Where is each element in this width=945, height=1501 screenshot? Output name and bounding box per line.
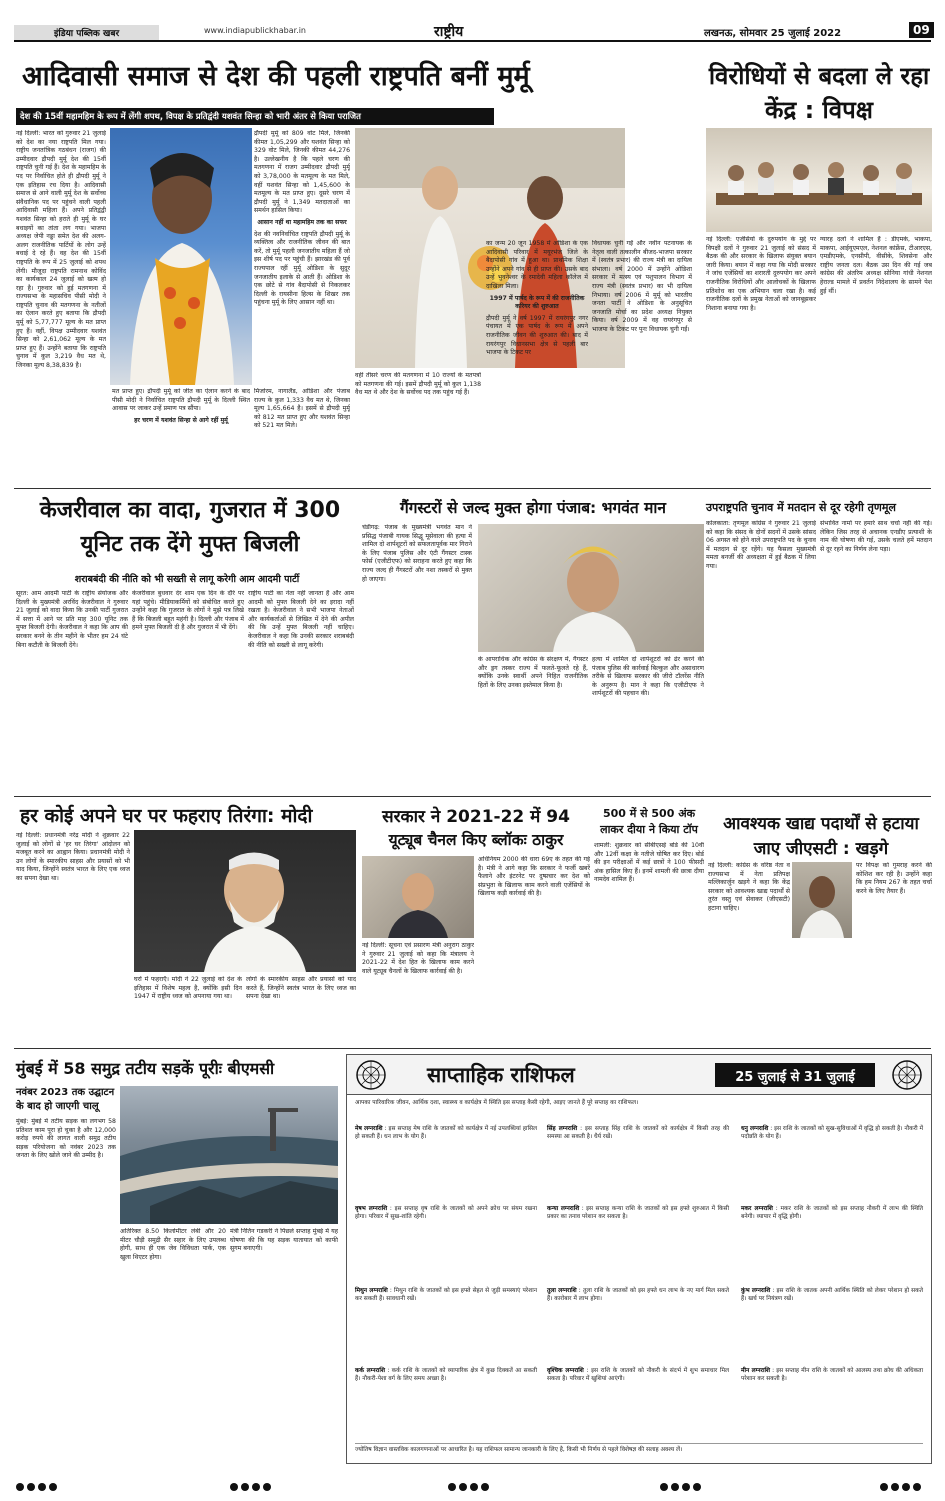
- rashi-sign-name: सिंह लग्नराशि: [547, 1126, 578, 1132]
- story1-caption-right: वहीं तीसरे चरण की मतगणना में 10 राज्यों के मतपत्रों को मतगणना की गई। इसमें द्रौपदी मुर्मू को कुल 1,138 वैध मत थे और देश के सर्वोच्च पद तक पहुंच गई हैं।: [355, 372, 481, 397]
- story2-col1: नई दिल्ली: एजेंसियों के दुरुपयोग के मुद्दे पर विपक्षी दलों ने गुरुवार 21 जुलाई को संसद में बैठक की और सरकार के खिलाफ संयुक्त बयान जारी किया। बयान में कहा गया कि मोदी सरकार ने जांच एजेंसियों का शरारती दुरुपयोग कर अपने राजनीतिक विरोधियों और आलोचकों के खिलाफ प्रतिशोध का एक अभियान चला रखा है। कई राजनीतिक दलों के प्रमुख नेताओं को जानबूझकर निशाना बनाया गया है।: [706, 236, 816, 312]
- zodiac-wheel-icon: [891, 1059, 923, 1091]
- coastal-road-graphic: [120, 1086, 338, 1224]
- story1-col4: विधायक चुनी गईं और नवीन पटनायक के नेतृत्व वाली तत्कालीन बीजद-भाजपा सरकार में (स्वतंत्र प्रभार) की राज्य मंत्री का दायित्व संभाला। वर्ष 2000 में उन्होंने ओडिशा सरकार में मत्स्य एवं पशुपालन विभाग में राज्य मंत्री (स्वतंत्र प्रभार) का भी दायित्व निभाया। वर्ष 2006 में मुर्मू को भारतीय जनता पार्टी ने ओडिशा के अनुसूचित जनजाति मोर्चा का प्रदेश अध्यक्ष नियुक्त किया। वर्ष 2009 में वह रायरंगपुर से भाजपा के टिकट पर पुनः विधायक चुनी गईं।: [592, 240, 692, 333]
- story10-col1: मुंबई: मुंबई में तटीय सड़क का लगभग 58 प्रतिशत काम पूरा हो चुका है और 12,000 करोड़ रुपये की लागत वाली समुद्र तटीय सड़क परियोजना को नवंबर 2023 तक जनता के लिए खोले जाने की उम्मीद है।: [16, 1118, 116, 1160]
- murmu-portrait-graphic: [110, 128, 252, 385]
- story8-headline-line2: लाकर दीया ने किया टॉप: [600, 823, 698, 836]
- rashi-sign-name: कन्या लग्नराशि: [547, 1206, 580, 1212]
- story1-subhead: देश की 15वीं महामहिम के रूप में लेंगी शपथ, विपक्ष के प्रतिद्वंदी यशवंत सिन्हा को भारी अंतर से किया पराजित: [16, 108, 494, 125]
- rashi-sign-9: कर्क लग्नराशि : कर्क राशि के जातकों को व्यापारिक क्षेत्र में कुछ दिक्कतें आ सकती हैं। नौकरी-पेशा वर्ग के लिए समय अच्छा है।: [355, 1368, 537, 1383]
- footer-dots-mid-left: [230, 1476, 274, 1495]
- rashi-sign-text: इस सप्ताह वृष राशि के जातकों को अपने क्रोध पर संयम रखना होगा। परिवार में सुख-शांति रहेगी।: [355, 1206, 538, 1221]
- story6-col3: लोगों के स्मारकीय साहस और प्रयासों को याद करते हैं, जिन्होंने स्वतंत्र भारत के लिए ध्वज का सपना देखा था।: [246, 976, 356, 1001]
- story5-col2: संभावित नामों पर हमारे साथ चर्चा नहीं की गई। लेकिन जिस तरह से अचानक एनडीए प्रत्याशी के नाम की घोषणा की गई, उसके चलते हमें मतदान से दूर रहने का निर्णय लेना पड़ा।: [820, 520, 932, 553]
- story8-headline-line1: 500 में से 500 अंक: [602, 807, 696, 820]
- story5-col1: कोलकाता: तृणमूल कांग्रेस ने गुरुवार 21 जुलाई को कहा कि संसद के दोनों सदनों में उसके सांसद 06 अगस्त को होने वाले उपराष्ट्रपति पद के चुनाव में मतदान से दूर रहेंगे। यह फैसला मुख्यमंत्री ममता बनर्जी की अध्यक्षता में हुई बैठक में लिया गया।: [706, 520, 816, 570]
- rashi-sign-name: कुंभ लग्नराशि: [741, 1288, 771, 1294]
- story1-caption-left-text: मत प्राप्त हुए। द्रौपदी मुर्मू को जीत का ऐलान करने के बाद पीसी मोदी ने निर्वाचित राष्ट्रपति द्रौपदी मुर्मू के दिल्ली स्थित आवास पर जाकर उन्हें प्रमाण पत्र सौंपा।: [112, 388, 250, 413]
- story6-col1: नई दिल्ली: प्रधानमंत्री नरेंद्र मोदी ने शुक्रवार 22 जुलाई को लोगों से 'हर घर तिरंगा' आंदोलन को मजबूत करने का आह्वान किया। प्रधानमंत्री मोदी ने उन लोगों के स्मारकीय साहस और प्रयासों को भी याद किया, जिन्होंने स्वतंत्र भारत के लिए एक ध्वज का सपना देखा था।: [16, 832, 130, 882]
- rashi-sign-1: सिंह लग्नराशि : इस सप्ताह सिंह राशि के जातकों को कार्यक्षेत्र में किसी तरह की समस्या आ सकती है। धैर्य रखें।: [547, 1126, 729, 1141]
- thakur-photo: [362, 856, 474, 938]
- paper-name: इंडिया पब्लिक खबर: [14, 25, 159, 40]
- story1-col3-heading: 1997 में पार्षद के रूप में की राजनीतिक करियर की शुरुआत: [489, 294, 585, 311]
- story3-col1: सूरत: आम आदमी पार्टी के राष्ट्रीय संयोजक और दिल्ली के मुख्यमंत्री अरविंद केजरीवाल ने गुरुवार 21 जुलाई को वादा किया कि उनकी पार्टी गुजरात में सत्ता में आने पर प्रति माह 300 यूनिट तक मुफ्त बिजली देगी। केजरीवाल ने कहा कि आप की सरकार बनने के तीन महीने के भीतर हम 24 घंटे बिना कटौती के बिजली देंगे।: [16, 590, 128, 649]
- zodiac-wheel-icon: [355, 1059, 387, 1091]
- rashi-sign-text: इस सप्ताह कन्या राशि के जातकों को इस हफ्ते शुरुआत में किसी प्रकार का तनाव परेशान कर सकता है।: [547, 1206, 729, 1221]
- footer-dots-mid-right: [660, 1476, 704, 1495]
- rashifal-intro: आपका पारिवारिक जीवन, आर्थिक दशा, स्वास्थ्य व कार्यक्षेत्र में स्थिति इस सप्ताह कैसी रहेगी, आइए जानते हैं पूरे सप्ताह का राशिफल।: [355, 1100, 639, 1106]
- story10-col2: अतिरिक्त 8.50 किलोमीटर लंबी और 20 मीटर चौड़ी समुद्री सैर सहार के लिए उपलब्ध होगी, साथ ही एक जेव विविधता पार्क, एक खुला थिएटर होगा।: [120, 1228, 226, 1261]
- story1-col3-rest: द्रौपदी मुर्मू ने वर्ष 1997 में रायरंगपुर नगर पंचायत में एक पार्षद के रूप में अपने राजनीतिक जीवन की शुरुआत की। बाद में रायरंगपुर विधानसभा क्षेत्र से पहली बार भाजपा के टिकट पर: [486, 314, 588, 357]
- rashi-sign-2: धनु लग्नराशि : इस राशि के जातकों को सुख-सुविधाओं में वृद्धि हो सकती है। नौकरी में पदोन्नति के योग हैं।: [741, 1126, 924, 1141]
- rashi-sign-11: मीन लग्नराशि : इस सप्ताह मीन राशि के जातकों को आलस्य तथा क्रोध की अधिकता परेशान कर सकती है।: [741, 1368, 923, 1383]
- rashi-sign-text: इस सप्ताह सिंह राशि के जातकों को कार्यक्षेत्र में किसी तरह की समस्या आ सकती है। धैर्य रखें।: [547, 1126, 729, 1141]
- rashi-sign-text: इस सप्ताह मेष राशि के जातकों को कार्यक्षेत्र में नई उपलब्धियां हासिल हो सकती हैं। धन लाभ के योग हैं।: [355, 1126, 537, 1141]
- story9-col2: पर विपक्ष को गुमराह करने की कोशिश कर रही है। उन्होंने कहा कि हम नियम 267 के तहत चर्चा करने के लिए तैयार हैं।: [856, 862, 932, 895]
- story7-col2: अधिनियम 2000 की धारा 69ए के तहत की गई है। मंत्री ने आगे कहा कि सरकार ने फर्जी खबरें फैलाने और इंटरनेट पर दुष्प्रचार कर देश को संप्रभुता के खिलाफ काम करने वाली एजेंसियों के खिलाफ कड़ी कार्रवाई की है।: [478, 856, 590, 898]
- story1-col2-top: द्रौपदी मुर्मू को 809 वोट मिले, जिनकी कीमत 1,05,299 और यशवंत सिन्हा को 329 वोट मिले, जिनकी कीमत 44,276 है। उल्लेखनीय है कि पहले चरण की मतगणना में राजग उम्मीदवार द्रौपदी मुर्मू को 3,78,000 के मतमूल्य के मत मिले, वहीं यशवंत सिन्हा को 1,45,600 के मतमूल्य के मत प्राप्त हुए। दूसरे चरण में द्रौपदी मुर्मू ने 1,349 मतदाताओं का समर्थन हासिल किया।: [254, 130, 350, 215]
- rashi-sign-5: मकर लग्नराशि : मकर राशि के जातकों को इस सप्ताह नौकरी में लाभ की स्थिति बनेगी। व्यापार में वृद्धि होगी।: [741, 1206, 923, 1221]
- story5-headline: उपराष्ट्रपति चुनाव में मतदान से दूर रहेगी तृणमूल: [706, 501, 896, 514]
- rashi-sign-3: वृषभ लग्नराशि : इस सप्ताह वृष राशि के जातकों को अपने क्रोध पर संयम रखना होगा। परिवार में सुख-शांति रहेगी।: [355, 1206, 538, 1221]
- rashi-sign-text: तुला राशि के जातकों को इस हफ्ते धन लाभ के नए मार्ग मिल सकते हैं। कारोबार में लाभ होगा।: [547, 1288, 729, 1303]
- story10-headline: मुंबई में 58 समुद्र तटीय सड़कें पूरीः बीएमसी: [16, 1059, 275, 1078]
- story1-col2-rest: देश की नवनिर्वाचित राष्ट्रपति द्रौपदी मुर्मू के व्यक्तित्व और राजनीतिक जीवन की बात करें, तो मुर्मू पहली जनजातीय महिला हैं जो इस शीर्ष पद पर पहुंची हैं। झारखंड की पूर्व राज्यपाल रहीं मुर्मू ओडिशा के सुदूर जनजातीय इलाके से आती हैं। ओडिशा के एक छोटे से गांव बैदापोसी से निकलकर दिल्ली के रायसीना हिल्स के शिखर तक पहुंचना मुर्मू के लिए आसान नहीं था।: [254, 230, 350, 307]
- story4-col3: हत्या में शामिल दो शार्पशूटरों को ढेर करने की पंजाब पुलिस की कार्रवाई बिल्कुल और असाधारण तरीके से खिलाफ सरकार की जीरो टॉलरेंस नीति के अनुरूप है। मान ने कहा कि एजीटीएफ ने शार्पशूटरों की पहचान की।: [592, 656, 704, 698]
- rashi-sign-7: तुला लग्नराशि : तुला राशि के जातकों को इस हफ्ते धन लाभ के नए मार्ग मिल सकते हैं। कारोबार में लाभ होगा।: [547, 1288, 729, 1303]
- meeting-photo-graphic: [706, 128, 932, 232]
- kharge-photo: [792, 862, 852, 938]
- rashi-sign-10: वृश्चिक लग्नराशि : इस राशि के जातकों को नौकरी के संदर्भ में शुभ समाचार मिल सकता है। परिवार में खुशियां आएंगी।: [547, 1368, 730, 1383]
- mann-photo: [478, 524, 704, 652]
- rashi-sign-text: मकर राशि के जातकों को इस सप्ताह नौकरी में लाभ की स्थिति बनेगी। व्यापार में वृद्धि होगी।: [741, 1206, 923, 1221]
- rashi-sign-text: इस राशि के जातक अपनी आर्थिक स्थिति को लेकर परेशान हो सकते हैं। खर्च पर नियंत्रण रखें।: [741, 1288, 923, 1303]
- rashi-sign-6: मिथुन लग्नराशि : मिथुन राशि के जातकों को इस हफ्ते सेहत से जुड़ी समस्याएं परेशान कर सकती हैं। सावधानी रखें।: [355, 1288, 537, 1303]
- story1-col3-top: का जन्म 20 जून 1958 में ओडिशा के एक आदिवासी परिवार में मयूरभंज जिले के बैदापोसी गांव में हुआ था। प्राथमिक शिक्षा उन्होंने अपने गांव से ही प्राप्त की। उसके बाद उन्हें भुवनेश्वर के रमादेवी महिला कॉलेज में दाखिला मिला।: [486, 240, 588, 290]
- footer-dots-right: [880, 1476, 924, 1495]
- dateline: लखनऊ, सोमवार 25 जुलाई 2022: [704, 28, 842, 39]
- rashi-sign-name: मीन लग्नराशि: [741, 1368, 770, 1374]
- story3-col2: केजरीवाल बुधवार देर शाम एक दिन के दौरे पर यहां पहुंचे। मीडियाकर्मियों को संबोधित करते हुए उन्होंने कहा कि गुजरात के लोगों ने मुझे पत्र लिखे हैं कि बिजली बहुत महंगी है। दिल्ली और पंजाब में हमने मुफ्त बिजली दी है और गुजरात में भी देंगे।: [132, 590, 244, 632]
- story9-headline: आवश्यक खाद्य पदार्थों से हटाया जाए जीएसटी : खड़गे: [723, 814, 919, 859]
- story1-headline: आदिवासी समाज से देश की पहली राष्ट्रपति बनीं मुर्मू: [22, 61, 530, 92]
- story1-caption-mid: मिजोरम, नागालैंड, ओडिशा और पंजाब राज्य के कुल 1,333 वैध मत थे, जिनका मूल्य 1,65,664 है। इसमें से द्रौपदी मुर्मू को 812 मत प्राप्त हुए और यशवंत सिन्हा को 521 मत मिले।: [254, 388, 350, 430]
- story1-col3: [486, 240, 588, 482]
- story6-headline: हर कोई अपने घर पर फहराए तिरंगा: मोदी: [20, 805, 313, 827]
- kharge-portrait-graphic: [792, 862, 852, 938]
- story3-subhead: शराबबंदी की नीति को भी सख्ती से लागू करेगी आम आदमी पार्टी: [74, 574, 300, 585]
- story7-headline-line2: यूट्यूब चैनल किए ब्लॉकः ठाकुर: [388, 831, 564, 849]
- rashi-sign-name: मेष लग्नराशि: [355, 1126, 383, 1132]
- story7-headline-line1: सरकार ने 2021-22 में 94: [382, 807, 570, 827]
- rashi-sign-name: धनु लग्नराशि: [741, 1126, 769, 1132]
- rashi-sign-text: इस राशि के जातकों को नौकरी के संदर्भ में शुभ समाचार मिल सकता है। परिवार में खुशियां आएंगी।: [547, 1368, 730, 1383]
- rashi-sign-text: इस सप्ताह मीन राशि के जातकों को आलस्य तथा क्रोध की अधिकता परेशान कर सकती है।: [741, 1368, 923, 1383]
- story3-headline: केजरीवाल का वादा, गुजरात में 300 यूनिट तक देंगे मुफ्त बिजली: [39, 498, 341, 558]
- story1-col1: नई दिल्ली: भारत को गुरुवार 21 जुलाई को देश का नया राष्ट्रपति मिल गया। राष्ट्रीय जनतांत्रिक गठबंधन (राजग) की उम्मीदवार द्रौपदी मुर्मू देश की 15वीं राष्ट्रपति चुनी गई हैं। देश के महामहिम के पद पर निर्वाचित होते ही द्रौपदी मुर्मू ने एक इतिहास रच दिया है। आदिवासी समाज से आने वाली मुर्मू देश के सर्वोच्च संवैधानिक पद पर पहुंचने वाली पहली आदिवासी महिला हैं। अपने प्रतिद्वंद्वी यशवंत सिन्हा को हराते ही मुर्मू के घर बधाइयों का तांता लग गया। भाजपा अध्यक्ष जेपी नड्डा समेत देश की अलग-अलग राजनीतिक पार्टियों के लोग उन्हें बधाई दे रहे हैं। वह देश की 15वीं राष्ट्रपति के रूप में 25 जुलाई को शपथ लेंगी। मौजूदा राष्ट्रपति रामनाथ कोविंद का कार्यकाल 24 जुलाई को खत्म हो रहा है। गुरुवार को हुई मतगणना में राज्यसभा के महासचिव पीसी मोदी ने राष्ट्रपति चुनाव की मतगणना के नतीजों का ऐलान करते हुए बताया कि द्रौपदी मुर्मू को 5,77,777 मूल्य के मत प्राप्त हुए हैं। वहीं, विपक्ष उम्मीदवार यशवंत सिन्हा को 2,61,062 मूल्य के मत प्राप्त हुए हैं। उन्होंने बताया कि राष्ट्रपति चुनाव में कुल 3,219 वैध मत थे, जिनका मूल्य 8,38,839 है।: [16, 130, 106, 370]
- rashifal-footer: ज्योतिष विज्ञान वास्तविक कालगणनाओं पर आधारित है। यह राशिफल सामान्य जानकारी के लिए है, किसी भी निर्णय से पहले विशेषज्ञ की सलाह अवश्य लें।: [355, 1443, 923, 1461]
- page-number: 09: [909, 22, 934, 38]
- story2-col2: ग्यारह दलों ने शामिल हैं : डीएमके, भाकपा, माकपा, आईयूएमएल, नेशनल कांफ्रेंस, टीआरएस, एमडीएमके, एनसीपी, वीसीके, शिवसेना और राष्ट्रीय जनता दल। बैठक उस दिन की गई जब कांग्रेस की अंतरिम अध्यक्ष सोनिया गांधी नेशनल हेराल्ड मामले में प्रवर्तन निदेशालय के सामने पेश हुई थीं।: [820, 236, 932, 295]
- rashi-sign-text: इस राशि के जातकों को सुख-सुविधाओं में वृद्धि हो सकती है। नौकरी में पदोन्नति के योग हैं।: [741, 1126, 924, 1141]
- story4-headline: गैंगस्टरों से जल्द मुक्त होगा पंजाब: भगवंत मान: [399, 499, 667, 517]
- rashifal-header: [347, 1055, 931, 1095]
- rashi-sign-name: वृषभ लग्नराशि: [355, 1206, 388, 1212]
- story9-col1: नई दिल्ली: कांग्रेस के वरिष्ठ नेता व राज्यसभा में नेता प्रतिपक्ष मल्लिकार्जुन खड़गे ने कहा कि केंद्र सरकार को आवश्यक खाद्य पदार्थों से तुरंत वस्तु एवं सेवाकर (जीएसटी) हटाना चाहिए।: [708, 862, 790, 912]
- story2-headline: विरोधियों से बदला ले रहा केंद्र : विपक्ष: [708, 62, 930, 124]
- story1-col2-heading: आसान नहीं था महामहिम तक का सफर: [257, 218, 347, 226]
- mann-portrait-graphic: [478, 524, 704, 652]
- rashifal-box: [346, 1054, 932, 1464]
- rashi-sign-name: वृश्चिक लग्नराशि: [547, 1368, 584, 1374]
- murmu-photo: [110, 128, 252, 385]
- story6-col2: घरों में फहराएँ। मोदी ने 22 जुलाई को देश के इतिहास में विशेष महत्व है, क्योंकि इसी दिन 1947 में राष्ट्रीय ध्वज को अपनाया गया था।: [134, 976, 242, 1001]
- rashi-sign-0: मेष लग्नराशि : इस सप्ताह मेष राशि के जातकों को कार्यक्षेत्र में नई उपलब्धियां हासिल हो सकती हैं। धन लाभ के योग हैं।: [355, 1126, 537, 1141]
- footer-dots-center: [448, 1476, 492, 1495]
- story4-col1: चंडीगढ़: पंजाब के मुख्यमंत्री भगवंत मान ने प्रसिद्ध पंजाबी गायक सिद्धू मूसेवाला की हत्या में शामिल दो शार्पशूटरों को सफलतापूर्वक मार गिराने के लिए पंजाब पुलिस और एंटी गैंगस्टर टास्क फोर्स (एजीटीएफ) को सराहना करते हुए कहा कि राज्य जल्द ही गैंगस्टरों और नशा तस्करों से मुक्त हो जाएगा।: [362, 524, 472, 583]
- rashi-sign-name: कर्क लग्नराशि: [355, 1368, 385, 1374]
- rashi-sign-text: कर्क राशि के जातकों को व्यापारिक क्षेत्र में कुछ दिक्कतें आ सकती हैं। नौकरी-पेशा वर्ग के लिए समय अच्छा है।: [355, 1368, 537, 1383]
- rashifal-date-range: 25 जुलाई से 31 जुलाई: [715, 1063, 875, 1087]
- rashi-sign-4: कन्या लग्नराशि : इस सप्ताह कन्या राशि के जातकों को इस हफ्ते शुरुआत में किसी प्रकार का तनाव परेशान कर सकता है।: [547, 1206, 729, 1221]
- story4-col2: के आपराधिक और कांग्रेस के संरक्षण में, गैंगस्टर और ड्रग तस्कर राज्य में फलते-फूलते रहे हैं, क्योंकि उनके स्वार्थी अपने निहित राजनीतिक हितों के लिए उनका इस्तेमाल किया है।: [478, 656, 588, 689]
- story1-caption-left: [112, 388, 250, 482]
- section-name: राष्ट्रीय: [434, 24, 464, 40]
- website: www.indiapublickhabar.in: [204, 26, 306, 35]
- masthead: [14, 22, 931, 42]
- rashi-sign-8: कुंभ लग्नराशि : इस राशि के जातक अपनी आर्थिक स्थिति को लेकर परेशान हो सकते हैं। खर्च पर नियंत्रण रखें।: [741, 1288, 923, 1303]
- story7-col1: नई दिल्ली: सूचना एवं प्रसारण मंत्री अनुराग ठाकुर ने गुरुवार 21 जुलाई को कहा कि मंत्रालय ने 2021-22 में देश हित के खिलाफ काम करने वाले यूट्यूब चैनलों के खिलाफ कार्रवाई की है।: [362, 942, 474, 975]
- footer-dots-left: [16, 1476, 60, 1495]
- thakur-portrait-graphic: [362, 856, 474, 938]
- modi-portrait-graphic: [134, 830, 356, 972]
- rashi-sign-name: मकर लग्नराशि: [741, 1206, 773, 1212]
- coastal-road-photo: [120, 1086, 338, 1224]
- opposition-meeting-photo: [706, 128, 932, 232]
- rashi-sign-name: मिथुन लग्नराशि: [355, 1288, 388, 1294]
- story10-col3: मंत्री नितिन गडकरी ने पिछले सप्ताह मुंबई में यह घोषणा की कि यह सड़क यातायात को काफी सुगम बनाएगी।: [230, 1228, 338, 1253]
- story10-subhead: नवंबर 2023 तक उद्घाटन के बाद हो जाएगी चालू: [16, 1087, 115, 1112]
- story3-col3: राष्ट्रीय पार्टी का नेता नहीं जानता है और आम आदमी को मुफ्त बिजली देने का इरादा नहीं रखता है। केजरीवाल ने सभी भाजपा नेताओं और कार्यकर्ताओं से लिखित में देने की अपील की कि उन्हें मुफ्त बिजली नहीं चाहिए। केजरीवाल ने कहा कि उनकी सरकार शराबबंदी की नीति को सख्ती से लागू करेगी।: [248, 590, 354, 649]
- rashifal-title: साप्ताहिक राशिफल: [427, 1063, 575, 1087]
- story8-col1: शामली: शुक्रवार को सीबीएसई बोर्ड की 10वीं और 12वीं कक्षा के नतीजे घोषित कर दिए। बोर्ड की इन परीक्षाओं में कई छात्रों ने 100 फीसदी अंक हासिल किए हैं। इनमें शामली की छात्रा दीया नामदेव शामिल हैं।: [594, 842, 704, 884]
- rashi-sign-name: तुला लग्नराशि: [547, 1288, 577, 1294]
- modi-photo: [134, 830, 356, 972]
- rashi-sign-text: मिथुन राशि के जातकों को इस हफ्ते सेहत से जुड़ी समस्याएं परेशान कर सकती हैं। सावधानी रखें।: [355, 1288, 537, 1303]
- story1-caption-heading: हर चरण में यशवंत सिन्हा से आगे रहीं मुर्मू: [134, 416, 228, 424]
